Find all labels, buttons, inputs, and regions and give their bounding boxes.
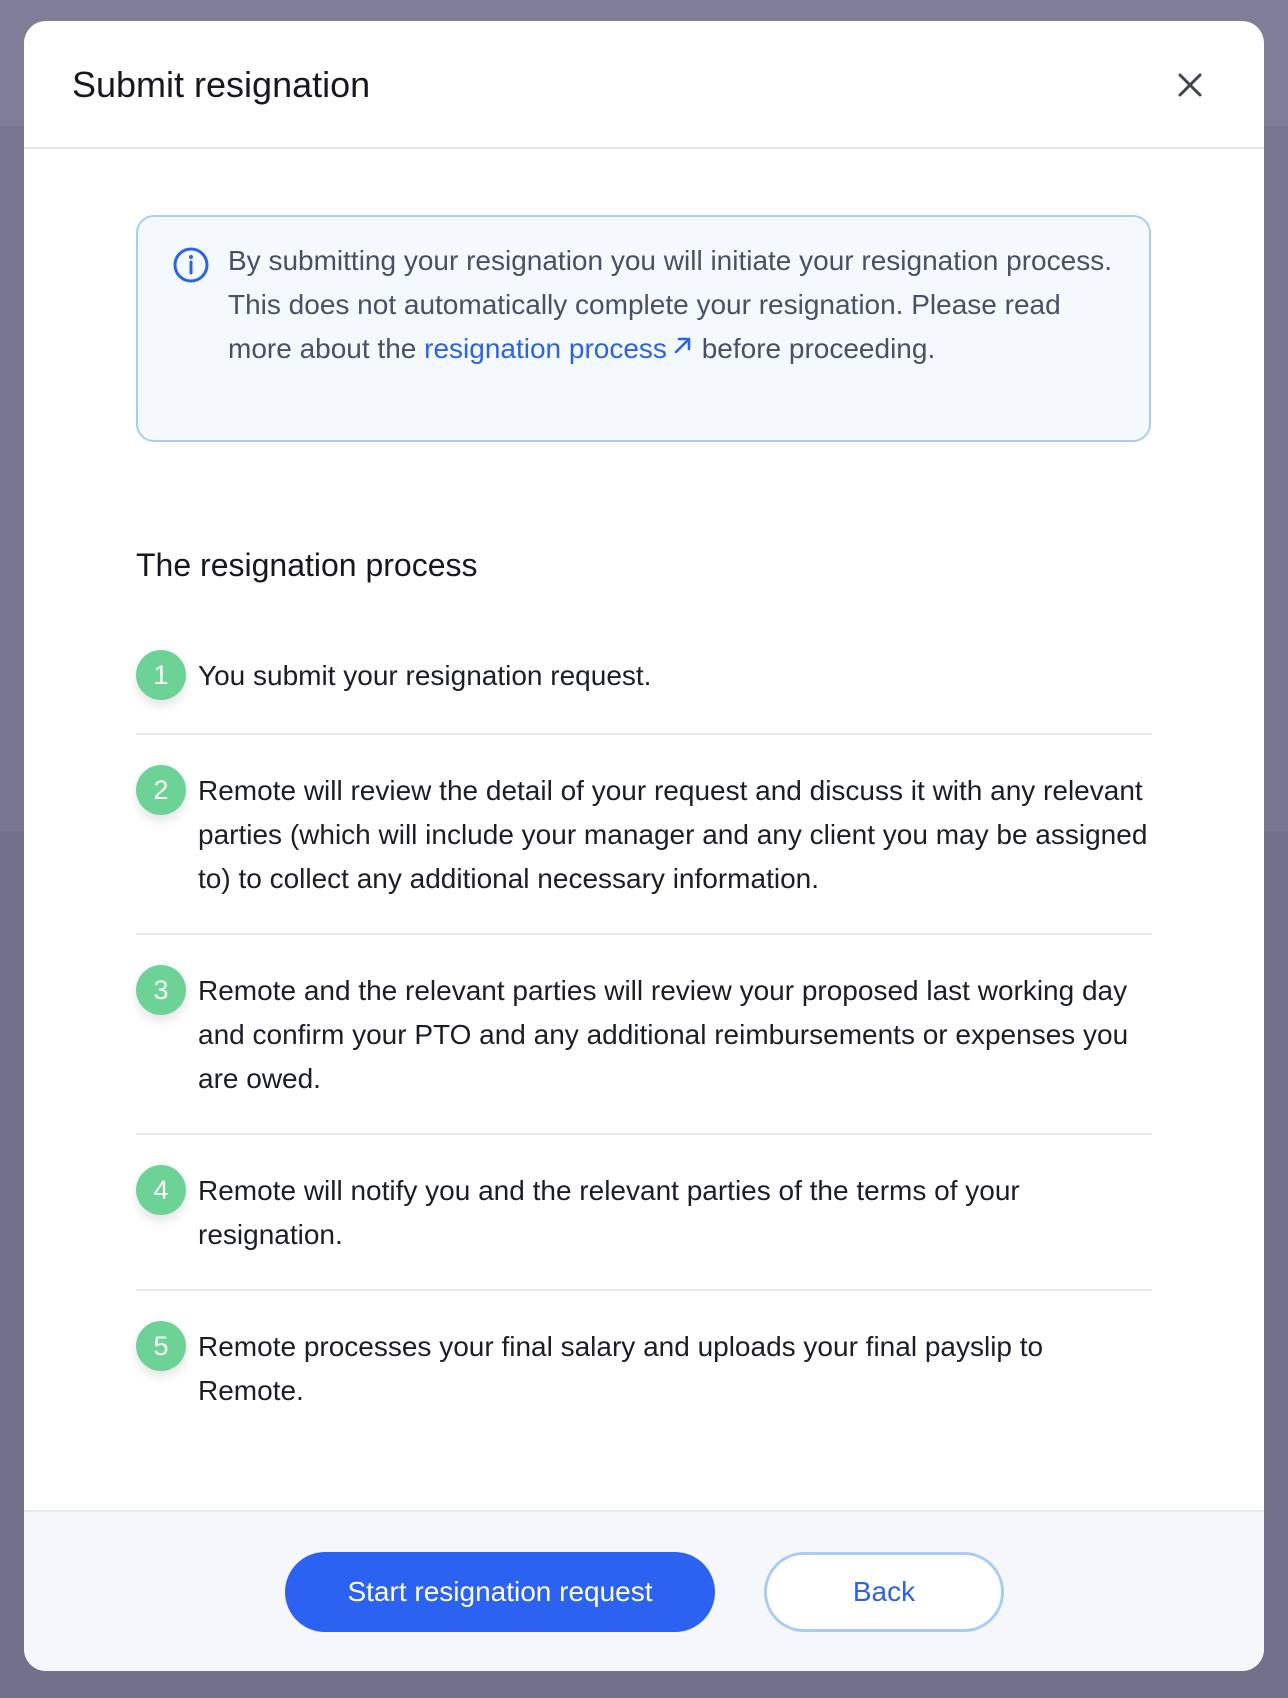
step-number-badge: 1 [136, 650, 186, 700]
step-number-badge: 2 [136, 765, 186, 815]
step-number-badge: 5 [136, 1321, 186, 1371]
step-number-badge: 3 [136, 965, 186, 1015]
close-button[interactable] [1168, 63, 1212, 107]
modal-title: Submit resignation [72, 64, 371, 105]
step-divider [136, 1133, 1152, 1135]
process-step [136, 1165, 1152, 1265]
step-divider [136, 933, 1152, 935]
step-text: Remote and the relevant parties will review your proposed last working day and confirm your PTO and any additional reimbursements or expenses you are owed. [198, 975, 1129, 1094]
step-divider [136, 733, 1152, 735]
start-resignation-request-button[interactable]: Start resignation request [285, 1552, 715, 1632]
resignation-modal [24, 21, 1264, 1671]
external-link-arrow-icon [672, 334, 694, 356]
process-step [136, 1321, 1152, 1421]
close-icon [1176, 71, 1204, 99]
info-icon [172, 246, 210, 284]
info-notice [136, 215, 1151, 442]
step-text: Remote will review the detail of your request and discuss it with any relevant parties (which will include your manager and any client you may be assigned to) to collect any additional necessary information. [198, 775, 1148, 894]
info-notice-text [228, 239, 1128, 371]
modal-footer [24, 1510, 1264, 1671]
process-step [136, 765, 1152, 905]
resignation-process-link-label: resignation process [424, 333, 667, 364]
step-text: Remote will notify you and the relevant parties of the terms of your resignation. [198, 1175, 1020, 1250]
back-button[interactable]: Back [764, 1552, 1004, 1632]
step-text: You submit your resignation request. [198, 660, 652, 691]
info-text-after-link: before proceeding. [693, 333, 936, 364]
process-section-title: The resignation process [136, 547, 478, 583]
info-text-before-link: By submitting your resignation you will initiate your resignation process. This does not automatically complete your resignation. Please read more about the [228, 245, 1112, 364]
resignation-process-link[interactable] [424, 333, 694, 364]
step-text: Remote processes your final salary and uploads your final payslip to Remote. [198, 1331, 1044, 1406]
modal-header [24, 21, 1264, 149]
process-step [136, 650, 1152, 710]
step-number-badge: 4 [136, 1165, 186, 1215]
process-step [136, 965, 1152, 1105]
step-divider [136, 1289, 1152, 1291]
